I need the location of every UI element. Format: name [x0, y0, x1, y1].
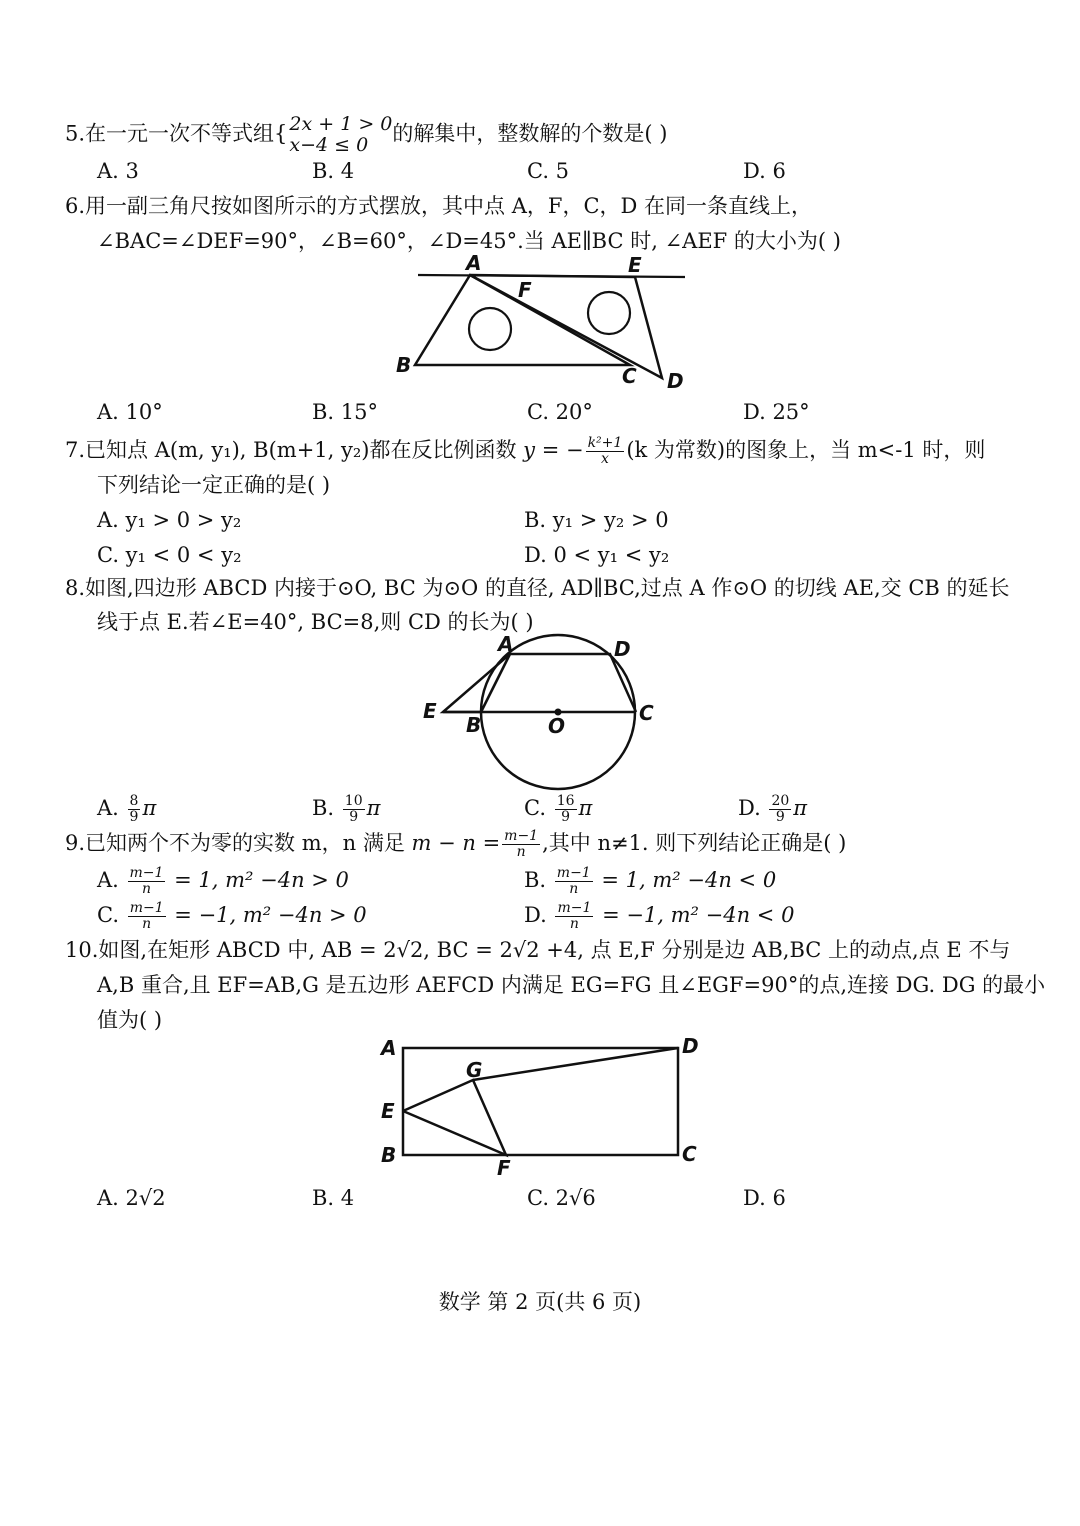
q9-option-a-tail: = 1, m² −4n > 0: [174, 868, 349, 892]
q6-option-d: D. 25°: [743, 400, 810, 424]
q8-option-a-den: 9: [129, 809, 139, 825]
q9-option-c: [97, 901, 367, 932]
q6-stem-line1: 6.用一副三角尺按如图所示的方式摆放，其中点 A，F，C，D 在同一条直线上，: [65, 194, 813, 218]
q9-equation-lhs: m − n =: [411, 831, 501, 855]
q5-inequality-system: [289, 114, 392, 156]
q9-option-a: [97, 866, 349, 897]
q8-label-b: B: [466, 713, 482, 737]
q8-option-b: [312, 794, 380, 825]
q10-stem-line2: A,B 重合,且 EF=AB,G 是五边形 AEFCD 内满足 EG=FG 且∠EGF=90°的点,连接 DG. DG 的最小: [97, 973, 1046, 997]
q9-stem: [65, 829, 846, 860]
q7-option-d: D. 0 < y₁ < y₂: [524, 543, 670, 567]
q8-figure: [418, 633, 668, 793]
q8-label-o: O: [548, 714, 566, 738]
q9-option-d: [524, 901, 794, 932]
q8-option-a-prefix: A.: [97, 796, 119, 820]
q5-option-d: D. 6: [743, 159, 786, 183]
q9-frac-den: n: [516, 844, 526, 860]
q5-option-b: B. 4: [312, 159, 355, 183]
q9-option-a-num: m−1: [129, 865, 164, 881]
q9-prefix: 9.已知两个不为零的实数 m，n 满足: [65, 831, 405, 855]
q10-label-f: F: [497, 1156, 511, 1180]
q8-option-c-prefix: C.: [524, 796, 546, 820]
q10-option-b: B. 4: [312, 1186, 355, 1210]
q6-label-b: B: [396, 353, 412, 377]
q10-label-g: G: [466, 1058, 483, 1082]
q8-option-b-fraction: [343, 794, 365, 825]
q7-fraction: [586, 436, 625, 467]
q9-frac-num: m−1: [504, 828, 539, 844]
q8-label-c: C: [639, 701, 654, 725]
q8-option-c-pi: π: [578, 796, 593, 820]
q8-option-b-prefix: B.: [312, 796, 335, 820]
q6-label-f: F: [518, 278, 532, 302]
q9-suffix: ,其中 n≠1. 则下列结论正确是( ): [542, 831, 847, 855]
q9-option-c-fraction: [128, 901, 166, 932]
q9-option-c-num: m−1: [129, 900, 164, 916]
q7-option-c: C. y₁ < 0 < y₂: [97, 543, 242, 567]
q8-label-d: D: [614, 637, 631, 661]
q6-figure: [390, 250, 700, 395]
q7-text-a: 7.已知点 A(m, y₁), B(m+1, y₂)都在反比例函数: [65, 438, 517, 462]
q5-suffix: 的解集中，整数解的个数是( ): [392, 121, 668, 146]
q9-fraction: [502, 829, 540, 860]
q6-option-a: A. 10°: [97, 400, 163, 424]
q9-option-d-tail: = −1, m² −4n < 0: [602, 903, 795, 927]
q7-stem-line1: [65, 436, 985, 467]
q9-option-b-num: m−1: [556, 865, 591, 881]
q5-prefix: 5.在一元一次不等式组{: [65, 121, 288, 146]
q7-frac-den: x: [600, 451, 609, 467]
q5-ineq1: 2x + 1 > 0: [289, 113, 393, 135]
q7-text-b: (k 为常数)的图象上，当 m<-1 时，则: [626, 438, 986, 462]
q8-option-a-fraction: [128, 794, 141, 825]
q9-option-b-tail: = 1, m² −4n < 0: [601, 868, 777, 892]
q9-option-b: [524, 866, 776, 897]
q5-ineq2: x−4 ≤ 0: [289, 134, 369, 156]
q6-option-c: C. 20°: [527, 400, 593, 424]
q9-option-d-prefix: D.: [524, 903, 547, 927]
q6-label-c: C: [622, 364, 637, 388]
q5-option-c: C. 5: [527, 159, 570, 183]
q10-label-e: E: [381, 1099, 395, 1123]
q9-option-c-tail: = −1, m² −4n > 0: [174, 903, 367, 927]
q8-option-b-num: 10: [344, 793, 363, 809]
q9-option-d-num: m−1: [557, 900, 592, 916]
q10-option-c: C. 2√6: [527, 1186, 596, 1210]
q9-option-c-prefix: C.: [97, 903, 119, 927]
q7-option-a: A. y₁ > 0 > y₂: [97, 508, 242, 532]
q8-option-a-num: 8: [129, 793, 139, 809]
q9-option-a-den: n: [141, 881, 151, 897]
q6-label-d: D: [667, 369, 684, 393]
q8-option-c: [524, 794, 592, 825]
q9-option-c-den: n: [142, 916, 152, 932]
q5-option-a: A. 3: [97, 159, 139, 183]
q8-option-b-den: 9: [349, 809, 359, 825]
q6-option-b: B. 15°: [312, 400, 379, 424]
q8-label-a: A: [498, 633, 514, 656]
q8-option-c-fraction: [555, 794, 577, 825]
q9-option-b-prefix: B.: [524, 868, 547, 892]
q8-option-d-prefix: D.: [738, 796, 761, 820]
q6-label-a: A: [466, 251, 482, 275]
q7-stem-line2: 下列结论一定正确的是( ): [97, 473, 331, 497]
q8-option-c-num: 16: [556, 793, 575, 809]
q10-label-c: C: [682, 1142, 697, 1166]
q8-option-d-num: 20: [771, 793, 790, 809]
q9-option-b-fraction: [555, 866, 593, 897]
q8-stem-line2: 线于点 E.若∠E=40°, BC=8,则 CD 的长为( ): [97, 610, 534, 634]
q8-option-a-pi: π: [142, 796, 157, 820]
q7-function-lhs: y = −: [523, 438, 584, 462]
q7-option-b: B. y₁ > y₂ > 0: [524, 508, 669, 532]
q10-label-b: B: [381, 1143, 397, 1167]
q8-option-c-den: 9: [561, 809, 571, 825]
q7-frac-num: k²+1: [587, 435, 623, 451]
q8-option-d-fraction: [769, 794, 791, 825]
q9-option-b-den: n: [569, 881, 579, 897]
q10-label-a: A: [381, 1036, 397, 1060]
q8-label-e: E: [423, 699, 437, 723]
q8-option-d-pi: π: [793, 796, 808, 820]
q8-option-d: [738, 794, 807, 825]
q6-stem-line2: ∠BAC=∠DEF=90°，∠B=60°，∠D=45°.当 AE∥BC 时, ∠AEF 的大小为( ): [97, 229, 841, 253]
q5-stem: [65, 114, 667, 156]
q9-option-a-prefix: A.: [97, 868, 119, 892]
q10-stem-line3: 值为( ): [97, 1008, 163, 1032]
page-footer: 数学 第 2 页(共 6 页): [438, 1290, 642, 1314]
q10-label-d: D: [682, 1034, 699, 1058]
q8-option-b-pi: π: [366, 796, 381, 820]
q8-option-a: [97, 794, 156, 825]
q10-option-a: A. 2√2: [97, 1186, 166, 1210]
q8-option-d-den: 9: [775, 809, 785, 825]
q10-figure: [376, 1030, 706, 1180]
q8-stem-line1: 8.如图,四边形 ABCD 内接于⊙O, BC 为⊙O 的直径, AD∥BC,过点 A 作⊙O 的切线 AE,交 CB 的延长: [65, 576, 1010, 600]
q10-option-d: D. 6: [743, 1186, 786, 1210]
q9-option-d-den: n: [569, 916, 579, 932]
q6-label-e: E: [628, 253, 642, 277]
q10-stem-line1: 10.如图,在矩形 ABCD 中, AB = 2√2, BC = 2√2 +4, 点 E,F 分别是边 AB,BC 上的动点,点 E 不与: [65, 938, 1011, 962]
q9-option-d-fraction: [555, 901, 593, 932]
q9-option-a-fraction: [128, 866, 166, 897]
